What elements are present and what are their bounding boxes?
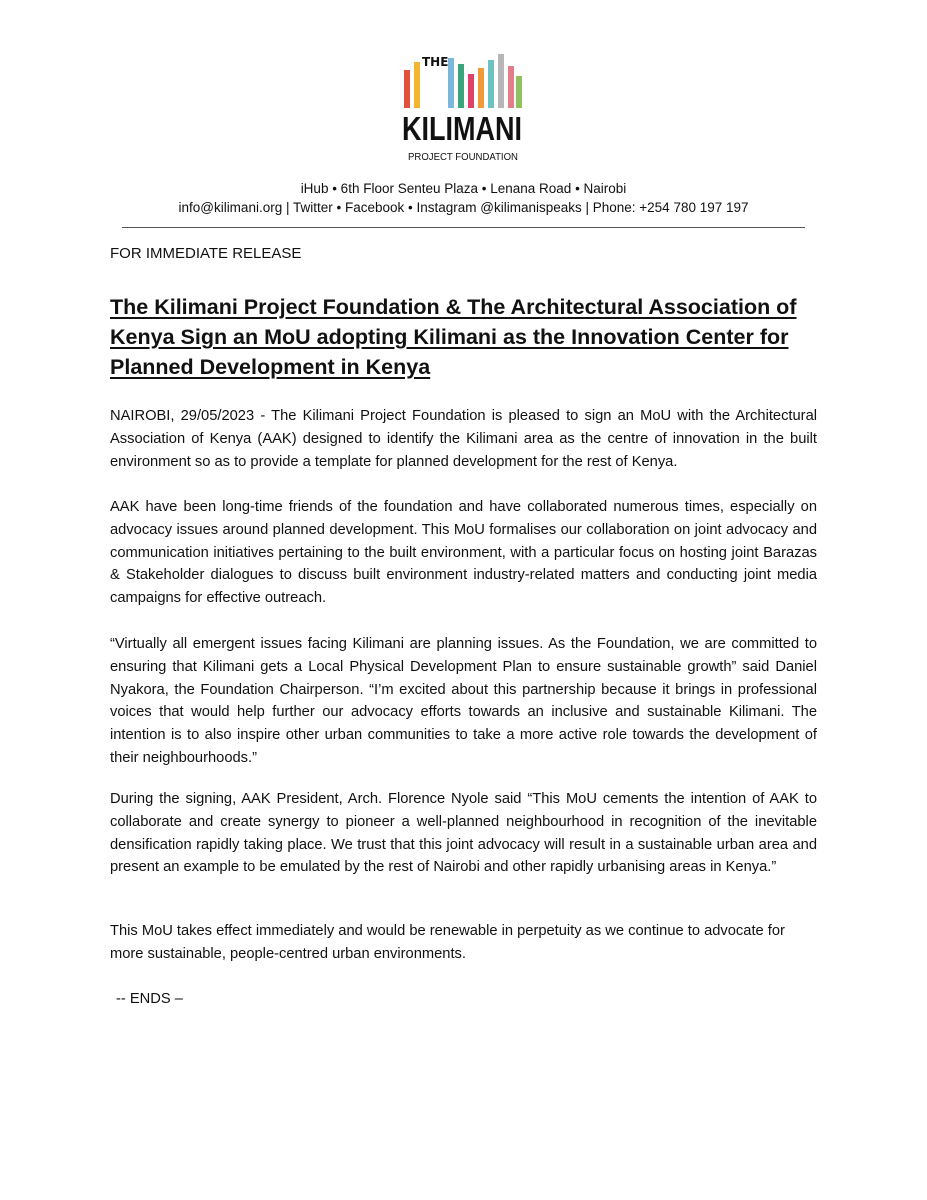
logo-the-text: THE: [422, 55, 449, 69]
paragraph-effect: This MoU takes effect immediately and would be renewable in perpetuity as we continue to advocate for more sustainable, people-centred urban environments.: [110, 923, 785, 962]
logo-bar: [488, 60, 494, 108]
letterhead-contacts: info@kilimani.org | Twitter • Facebook • Instagram @kilimanispeaks | Phone: +254 780 197 197: [178, 200, 749, 215]
logo-bar: [516, 76, 522, 108]
logo-bar: [498, 54, 504, 108]
logo-bar: [404, 70, 410, 108]
logo-bar: [414, 62, 420, 108]
headline: The Kilimani Project Foundation & The Architectural Association of Kenya Sign an MoU adopting Kilimani as the Innovation Center for Planned Development in Kenya: [110, 295, 797, 379]
logo-bar: [458, 64, 464, 108]
release-label: FOR IMMEDIATE RELEASE: [110, 245, 302, 262]
logo-wordmark: KILIMANI: [402, 110, 522, 147]
logo-bar: [508, 66, 514, 108]
kilimani-logo: [398, 48, 528, 166]
paragraph-chairperson-quote: “Virtually all emergent issues facing Kilimani are planning issues. As the Foundation, we are committed to ensuring that Kilimani gets a Local Physical Development Plan to ensure sustainable growth” said Daniel Nyakora, the Foundation Chairperson. “I’m excited about this partnership because it brings in professional voices that would help further our advocacy efforts towards an inclusive and sustainable Kilimani. The intention is to also inspire other urban communities to take a more active role towards the development of their neighbourhoods.”: [110, 636, 817, 766]
letterhead-divider: [122, 227, 805, 228]
ends-marker: -- ENDS –: [116, 991, 183, 1007]
paragraph-intro: NAIROBI, 29/05/2023 - The Kilimani Project Foundation is pleased to sign an MoU with the Architectural Association of Kenya (AAK) designed to identify the Kilimani area as the centre of innovation in the built environment so as to provide a template for planned development for the rest of Kenya.: [110, 408, 817, 470]
letterhead-address: iHub • 6th Floor Senteu Plaza • Lenana Road • Nairobi: [300, 181, 627, 196]
logo-bar: [478, 68, 484, 108]
logo-subtitle: PROJECT FOUNDATION: [408, 151, 518, 163]
paragraph-collaboration: AAK have been long-time friends of the foundation and have collaborated numerous times, especially on advocacy issues around planned development. This MoU formalises our collaboration on joint advocacy and communication initiatives pertaining to the built environment, with a particular focus on hosting joint Barazas & Stakeholder dialogues to discuss built environment industry-related matters and conducting joint media campaigns for effective outreach.: [110, 499, 817, 607]
paragraph-president-quote: During the signing, AAK President, Arch. Florence Nyole said “This MoU cements the intention of AAK to collaborate and create synergy to pioneer a well-planned neighbourhood in recognition of the inevitable densification rapidly taking place. We trust that this joint advocacy will result in a sustainable urban area and present an example to be emulated by the rest of Nairobi and other rapidly urbanising areas in Kenya.”: [110, 791, 817, 876]
logo-bar: [468, 74, 474, 108]
logo-bar: [448, 58, 454, 108]
